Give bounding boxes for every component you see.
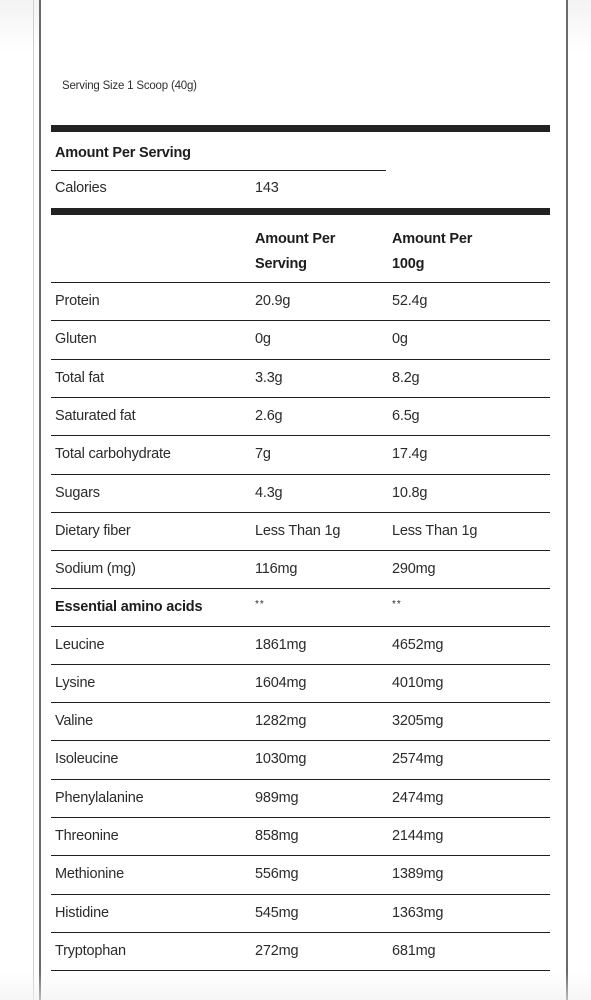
row-divider: [51, 740, 550, 741]
row-divider: [51, 894, 550, 895]
nutrient-name: Leucine: [55, 637, 105, 653]
nutrient-amount-per-serving: 545mg: [255, 905, 299, 921]
nutrient-amount-per-100g: 2474mg: [392, 790, 444, 806]
nutrient-amount-per-serving: 989mg: [255, 790, 299, 806]
nutrient-amount-per-serving: 7g: [255, 446, 271, 462]
nutrient-amount-per-serving: 1861mg: [255, 637, 307, 653]
nutrient-name: Gluten: [55, 331, 97, 347]
nutrient-amount-per-100g: 6.5g: [392, 408, 420, 424]
nutrient-name: Total fat: [55, 370, 104, 386]
nutrient-name: Isoleucine: [55, 751, 119, 767]
outer-frame-line: [33, 0, 34, 1000]
amount-per-serving-heading: Amount Per Serving: [55, 145, 191, 161]
nutrient-amount-per-serving: 2.6g: [255, 408, 283, 424]
nutrient-amount-per-serving: 3.3g: [255, 370, 283, 386]
nutrient-name: Total carbohydrate: [55, 446, 171, 462]
nutrient-amount-per-100g: 681mg: [392, 943, 436, 959]
row-divider: [51, 282, 550, 283]
nutrient-name: Essential amino acids: [55, 599, 203, 615]
row-divider: [51, 359, 550, 360]
nutrient-name: Methionine: [55, 866, 124, 882]
row-divider: [51, 626, 550, 627]
nutrient-name: Threonine: [55, 828, 119, 844]
row-divider: [51, 435, 550, 436]
row-divider: [51, 512, 550, 513]
nutrient-amount-per-100g: 3205mg: [392, 713, 444, 729]
nutrient-amount-per-100g: 2574mg: [392, 751, 444, 767]
col-per-100g-header-2: 100g: [392, 256, 425, 272]
row-divider: [51, 779, 550, 780]
nutrient-name: Lysine: [55, 675, 96, 691]
col-per-100g-header-1: Amount Per: [392, 231, 473, 247]
nutrient-amount-per-100g: 0g: [392, 331, 408, 347]
nutrient-name: Phenylalanine: [55, 790, 144, 806]
nutrient-amount-per-serving: 1604mg: [255, 675, 307, 691]
nutrient-name: Sugars: [55, 485, 100, 501]
nutrient-name: Tryptophan: [55, 943, 126, 959]
row-divider: [51, 932, 550, 933]
row-divider: [51, 588, 550, 589]
calories-thick-divider: [51, 208, 550, 215]
nutrient-name: Protein: [55, 293, 100, 309]
row-divider: [51, 855, 550, 856]
nutrient-amount-per-100g: 10.8g: [392, 485, 428, 501]
row-divider: [51, 970, 550, 971]
nutrient-amount-per-serving: 116mg: [255, 561, 298, 577]
nutrient-amount-per-serving: 556mg: [255, 866, 299, 882]
top-thick-divider: [51, 125, 550, 132]
nutrient-amount-per-serving: 1282mg: [255, 713, 307, 729]
nutrient-amount-per-100g: Less Than 1g: [392, 523, 478, 539]
nutrient-name: Histidine: [55, 905, 109, 921]
nutrient-amount-per-serving: **: [255, 599, 265, 610]
serving-size: Serving Size 1 Scoop (40g): [62, 80, 197, 92]
nutrient-amount-per-100g: 1363mg: [392, 905, 444, 921]
nutrient-amount-per-serving: 1030mg: [255, 751, 307, 767]
nutrient-amount-per-100g: 290mg: [392, 561, 436, 577]
nutrient-amount-per-serving: Less Than 1g: [255, 523, 341, 539]
nutrient-amount-per-serving: 272mg: [255, 943, 299, 959]
row-divider: [51, 550, 550, 551]
row-divider: [51, 320, 550, 321]
heading-divider: [51, 170, 386, 171]
nutrient-name: Valine: [55, 713, 94, 729]
nutrient-amount-per-100g: 1389mg: [392, 866, 444, 882]
row-divider: [51, 474, 550, 475]
nutrient-amount-per-100g: 8.2g: [392, 370, 420, 386]
nutrient-amount-per-100g: **: [392, 599, 402, 610]
nutrient-amount-per-serving: 858mg: [255, 828, 299, 844]
calories-value: 143: [255, 180, 279, 196]
calories-label: Calories: [55, 180, 107, 196]
row-divider: [51, 397, 550, 398]
nutrient-name: Sodium (mg): [55, 561, 136, 577]
nutrient-amount-per-100g: 4652mg: [392, 637, 444, 653]
nutrient-amount-per-100g: 52.4g: [392, 293, 428, 309]
nutrient-amount-per-serving: 4.3g: [255, 485, 283, 501]
col-per-serving-header-2: Serving: [255, 256, 307, 272]
row-divider: [51, 664, 550, 665]
nutrient-name: Dietary fiber: [55, 523, 131, 539]
nutrient-amount-per-serving: 20.9g: [255, 293, 291, 309]
nutrient-amount-per-100g: 2144mg: [392, 828, 444, 844]
row-divider: [51, 702, 550, 703]
nutrient-amount-per-100g: 17.4g: [392, 446, 428, 462]
nutrient-amount-per-serving: 0g: [255, 331, 271, 347]
nutrient-name: Saturated fat: [55, 408, 136, 424]
col-per-serving-header-1: Amount Per: [255, 231, 336, 247]
nutrient-amount-per-100g: 4010mg: [392, 675, 444, 691]
row-divider: [51, 817, 550, 818]
